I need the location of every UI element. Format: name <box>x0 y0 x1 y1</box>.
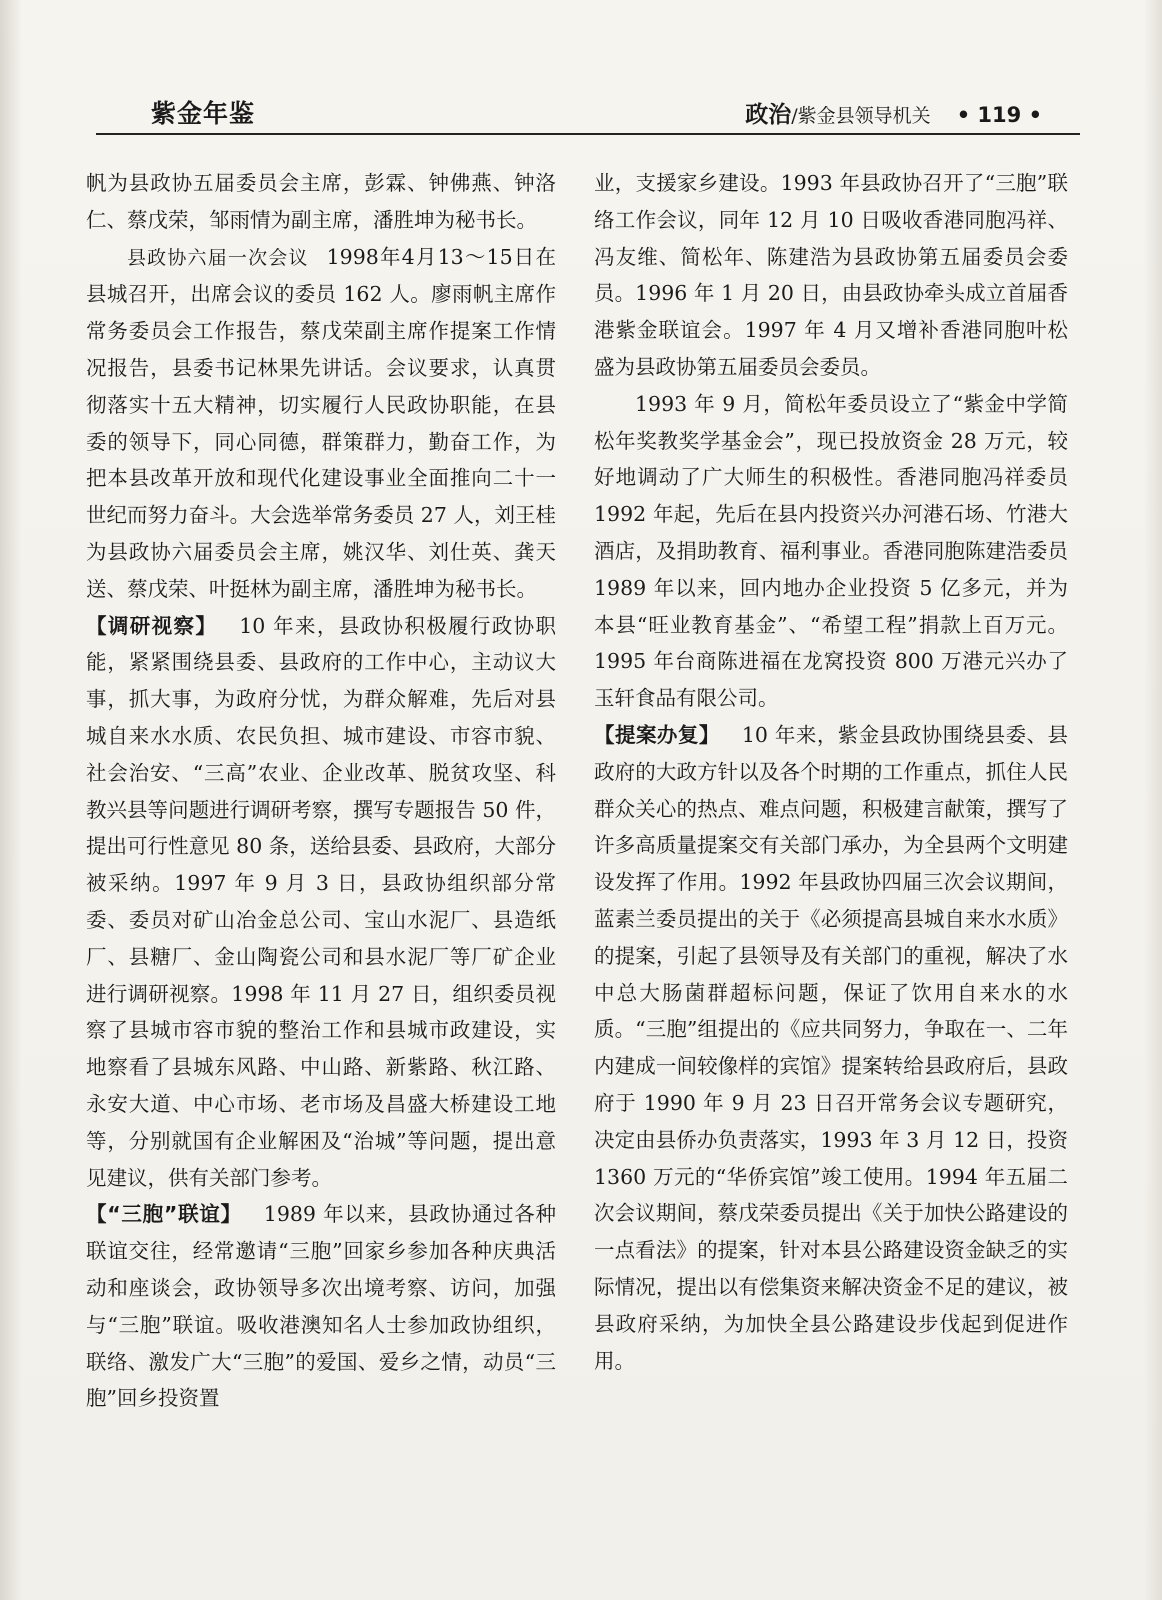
paragraph <box>86 608 556 1197</box>
section-heading: 【调研视察】 <box>86 613 218 638</box>
subsection-name: /紫金县领导机关 <box>791 105 931 127</box>
paragraph <box>594 717 1068 1379</box>
section-heading: 【提案办复】 <box>594 722 720 747</box>
left-column <box>86 165 556 1417</box>
scan-edge-left <box>0 0 22 1600</box>
paragraph-text: 1989 年以来，县政协通过各种联谊交往，经常邀请“三胞”回家乡参加各种庆典活动和座谈会，政协领导多次出境考察、访问，加强与“三胞”联谊。吸收港澳知名人士参加政协组织，联络、激发广大“三胞”的爱国、爱乡之情，动员“三胞”回乡投资置 <box>86 1202 557 1411</box>
page-number: • 119 • <box>956 103 1042 127</box>
paragraph: 1993 年 9 月，简松年委员设立了“紫金中学简松年奖教奖学基金会”，现已投放资金 28 万元，较好地调动了广大师生的积极性。香港同胞冯祥委员 1992 年起，先后在县内投资兴办河港石场、竹港大酒店，及捐助教育、福利事业。香港同胞陈建浩委员 1989 年以来，回内地办企业投资 5 亿多元，并为本县“旺业教育基金”、“希望工程”捐款上百万元。1995 年台商陈进福在龙窝投资 800 万港元兴办了玉轩食品有限公司。 <box>594 391 1068 711</box>
header-rule <box>96 133 1080 135</box>
book-title: 紫金年鉴 <box>151 99 256 128</box>
paragraph <box>86 239 556 608</box>
right-column <box>594 165 1068 1379</box>
header-section-info <box>745 96 1042 129</box>
paragraph: 帆为县政协五届委员会主席，彭霖、钟佛燕、钟洛仁、蔡戊荣，邹雨情为副主席，潘胜坤为秘书长。 <box>86 171 556 232</box>
paragraph-text: 10 年来，紫金县政协围绕县委、县政府的大政方针以及各个时期的工作重点，抓住人民群众关心的热点、难点问题，积极建言献策，撰写了许多高质量提案交有关部门承办，为全县两个文明建设发挥了作用。1992 年县政协四届三次会议期间，蓝素兰委员提出的关于《必须提高县城自来水水质》的提案，引起了县领导及有关部门的重视，解决了水中总大肠菌群超标问题，保证了饮用自来水的水质。“三胞”组提出的《应共同努力，争取在一、二年内建成一间较像样的宾馆》提案转给县政府后，县政府于 1990 年 9 月 23 日召开常务会议专题研究，决定由县侨办负责落实，1993 年 3 月 12 日，投资 1360 万元的“华侨宾馆”竣工使用。1994 年五届二次会议期间，蔡戊荣委员提出《关于加快公路建设的一点看法》的提案，针对本县公路建设资金缺乏的实际情况，提出以有偿集资来解决资金不足的建议，被县政府采纳，为加快全县公路建设步伐起到促进作用。 <box>594 722 1069 1373</box>
paragraph <box>86 1196 556 1417</box>
section-heading: 【“三胞”联谊】 <box>86 1202 242 1227</box>
running-header <box>96 92 1080 134</box>
paragraph-heading: 县政协六届一次会议 <box>127 246 309 269</box>
paragraph-text: 1998年4月13～15日在县城召开，出席会议的委员 162 人。廖雨帆主席作常务委员会工作报告，蔡戊荣副主席作提案工作情况报告，县委书记林果先讲话。会议要求，认真贯彻落实十五大精神，切实履行人民政协职能，在县委的领导下，同心同德，群策群力，勤奋工作，为把本县改革开放和现代化建设事业全面推向二十一世纪而努力奋斗。大会选举常务委员 27 人，刘王桂为县政协六届委员会主席，姚汉华、刘仕英、龚天送、蔡戊荣、叶挺林为副主席，潘胜坤为秘书长。 <box>86 244 556 601</box>
scan-edge-right <box>1144 0 1162 1600</box>
paragraph-text: 10 年来，县政协积极履行政协职能，紧紧围绕县委、县政府的工作中心，主动议大事，抓大事，为政府分忧，为群众解难，先后对县城自来水水质、农民负担、城市建设、市容市貌、社会治安、“三高”农业、企业改革、脱贫攻坚、科教兴县等问题进行调研考察，撰写专题报告 50 件，提出可行性意见 80 条，送给县委、县政府，大部分被采纳。1997 年 9 月 3 日，县政协组织部分常委、委员对矿山冶金总公司、宝山水泥厂、县造纸厂、县糖厂、金山陶瓷公司和县水泥厂等厂矿企业进行调研视察。1998 年 11 月 27 日，组织委员视察了县城市容市貌的整治工作和县城市政建设，实地察看了县城东风路、中山路、新紫路、秋江路、永安大道、中心市场、老市场及昌盛大桥建设工地等，分别就国有企业解困及“治城”等问题，提出意见建议，供有关部门参考。 <box>86 613 557 1190</box>
paragraph: 业，支援家乡建设。1993 年县政协召开了“三胞”联络工作会议，同年 12 月 10 日吸收香港同胞冯祥、冯友维、简松年、陈建浩为县政协第五届委员会委员。1996 年 1 月 20 日，由县政协牵头成立首届香港紫金联谊会。1997 年 4 月又增补香港同胞叶松盛为县政协第五届委员会委员。 <box>594 171 1068 379</box>
section-name: 政治 <box>745 102 792 128</box>
